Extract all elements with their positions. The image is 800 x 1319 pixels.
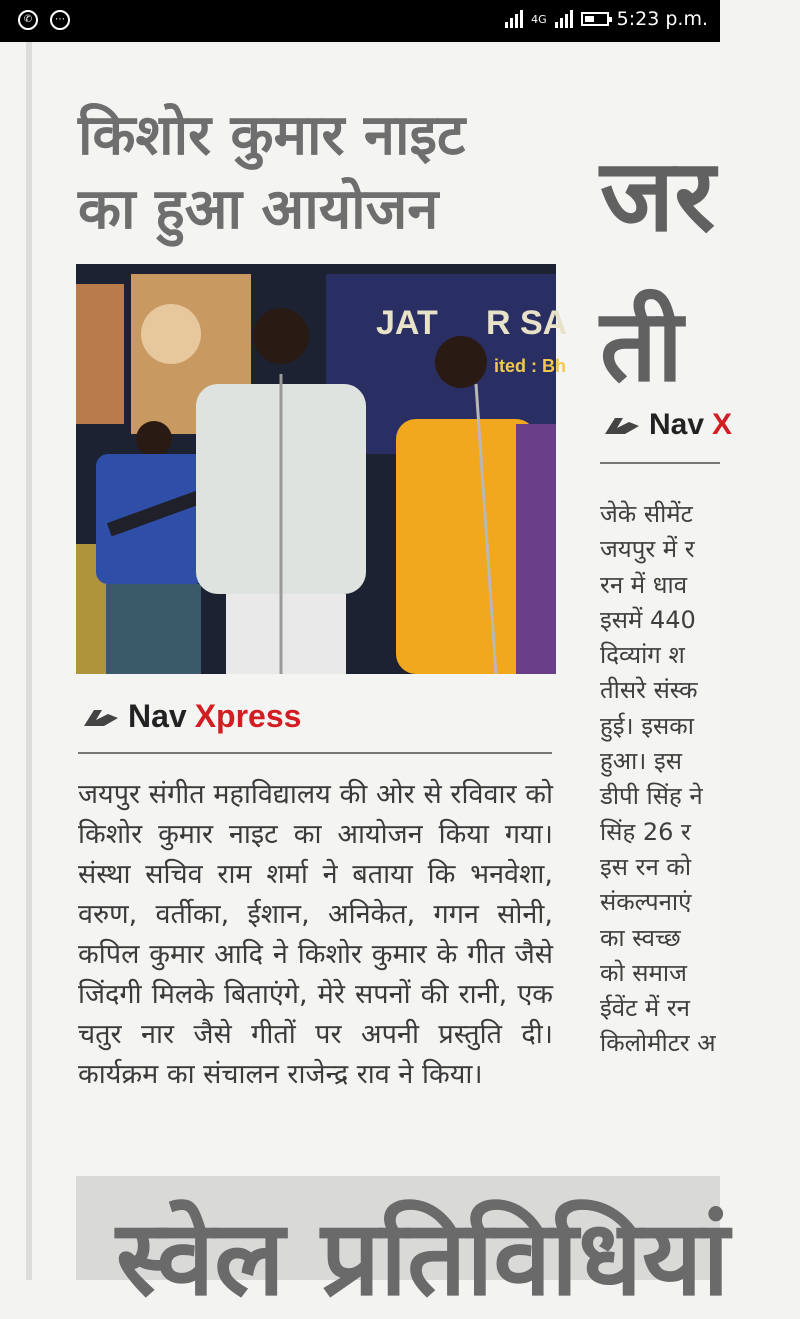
article2-line: दिव्यांग श — [600, 641, 685, 670]
brand-x: X — [712, 408, 733, 441]
signal-icon-2 — [555, 10, 573, 28]
page-fold-divider — [26, 42, 32, 1280]
article2-headline-line2: ती — [600, 286, 683, 404]
article2-line: ईवेंट में रन — [600, 994, 690, 1023]
battery-icon — [581, 12, 609, 26]
article2-headline-line1: जर — [600, 136, 716, 254]
article2-line: संकल्पनाएं — [600, 888, 692, 917]
article1-photo — [76, 264, 568, 674]
article2-line: को समाज — [600, 958, 687, 987]
article2-line: डीपी सिंह ने — [600, 782, 703, 811]
article2-line: हुआ। इस — [600, 747, 683, 776]
article3-box — [76, 1176, 730, 1319]
article2-body — [600, 497, 800, 1062]
article2-line: रन में धाव — [600, 570, 688, 599]
article3-headline: स्वेल प्रतिविधियां — [116, 1196, 730, 1319]
pen-logo-icon — [82, 706, 120, 728]
article1-headline-line2: का हुआ आयोजन — [78, 176, 439, 242]
clock: 5:23 p.m. — [616, 8, 708, 30]
article1-brand — [82, 698, 301, 735]
article2-line: तीसरे संस्क — [600, 676, 698, 705]
status-bar — [0, 0, 720, 42]
newspaper-page[interactable] — [0, 42, 733, 1319]
photo-banner-subtext: ited : Bh — [494, 356, 566, 376]
signal-icon — [505, 10, 523, 28]
article2-line: जयपुर में र — [600, 535, 695, 564]
article2-line: सिंह 26 र — [600, 817, 691, 846]
brand-xpress: Xpress — [194, 698, 302, 734]
brand-nav: Nav — [128, 698, 187, 734]
article1-headline — [78, 98, 558, 246]
article2-brand — [603, 408, 732, 442]
network-type: 4G — [531, 12, 547, 26]
article2-line: हुई। इसका — [600, 711, 694, 740]
article2-line: जेके सीमेंट — [600, 500, 693, 528]
brand-nav-2: Nav — [649, 408, 705, 441]
photo-banner-text-2: R SA — [486, 304, 568, 342]
article2-line: का स्वच्छ — [600, 923, 681, 952]
pen-logo-icon-2 — [603, 414, 641, 436]
whatsapp-icon: ✆ — [18, 10, 38, 30]
article2-line: इस रन को — [600, 852, 692, 881]
article1-body: जयपुर संगीत महाविद्यालय की ओर से रविवार को किशोर कुमार नाइट का आयोजन किया गया। संस्था सचिव राम शर्मा ने बताया कि भनवेशा, वरुण, वर्तीका, ईशान, अनिकेत, गगन सोनी, कपिल कुमार आदि ने किशोर कुमार के गीत जैसे जिंदगी मिलके बिताएंगे, मेरे सपनों की रानी, एक चतुर नार जैसे गीतों पर अपनी प्रस्तुति दी। कार्यक्रम का संचालन राजेन्द्र राव ने किया। — [78, 779, 553, 1090]
article2-line: किलोमीटर अ — [600, 1029, 716, 1058]
article1-divider — [78, 752, 552, 754]
chat-icon: ⋯ — [50, 10, 70, 30]
photo-banner-text: JAT — [376, 304, 438, 342]
article2-headline — [600, 120, 715, 420]
article1-headline-line1: किशोर कुमार नाइट — [78, 102, 466, 168]
article2-divider — [600, 462, 720, 464]
article2-line: इसमें 440 — [600, 605, 696, 634]
